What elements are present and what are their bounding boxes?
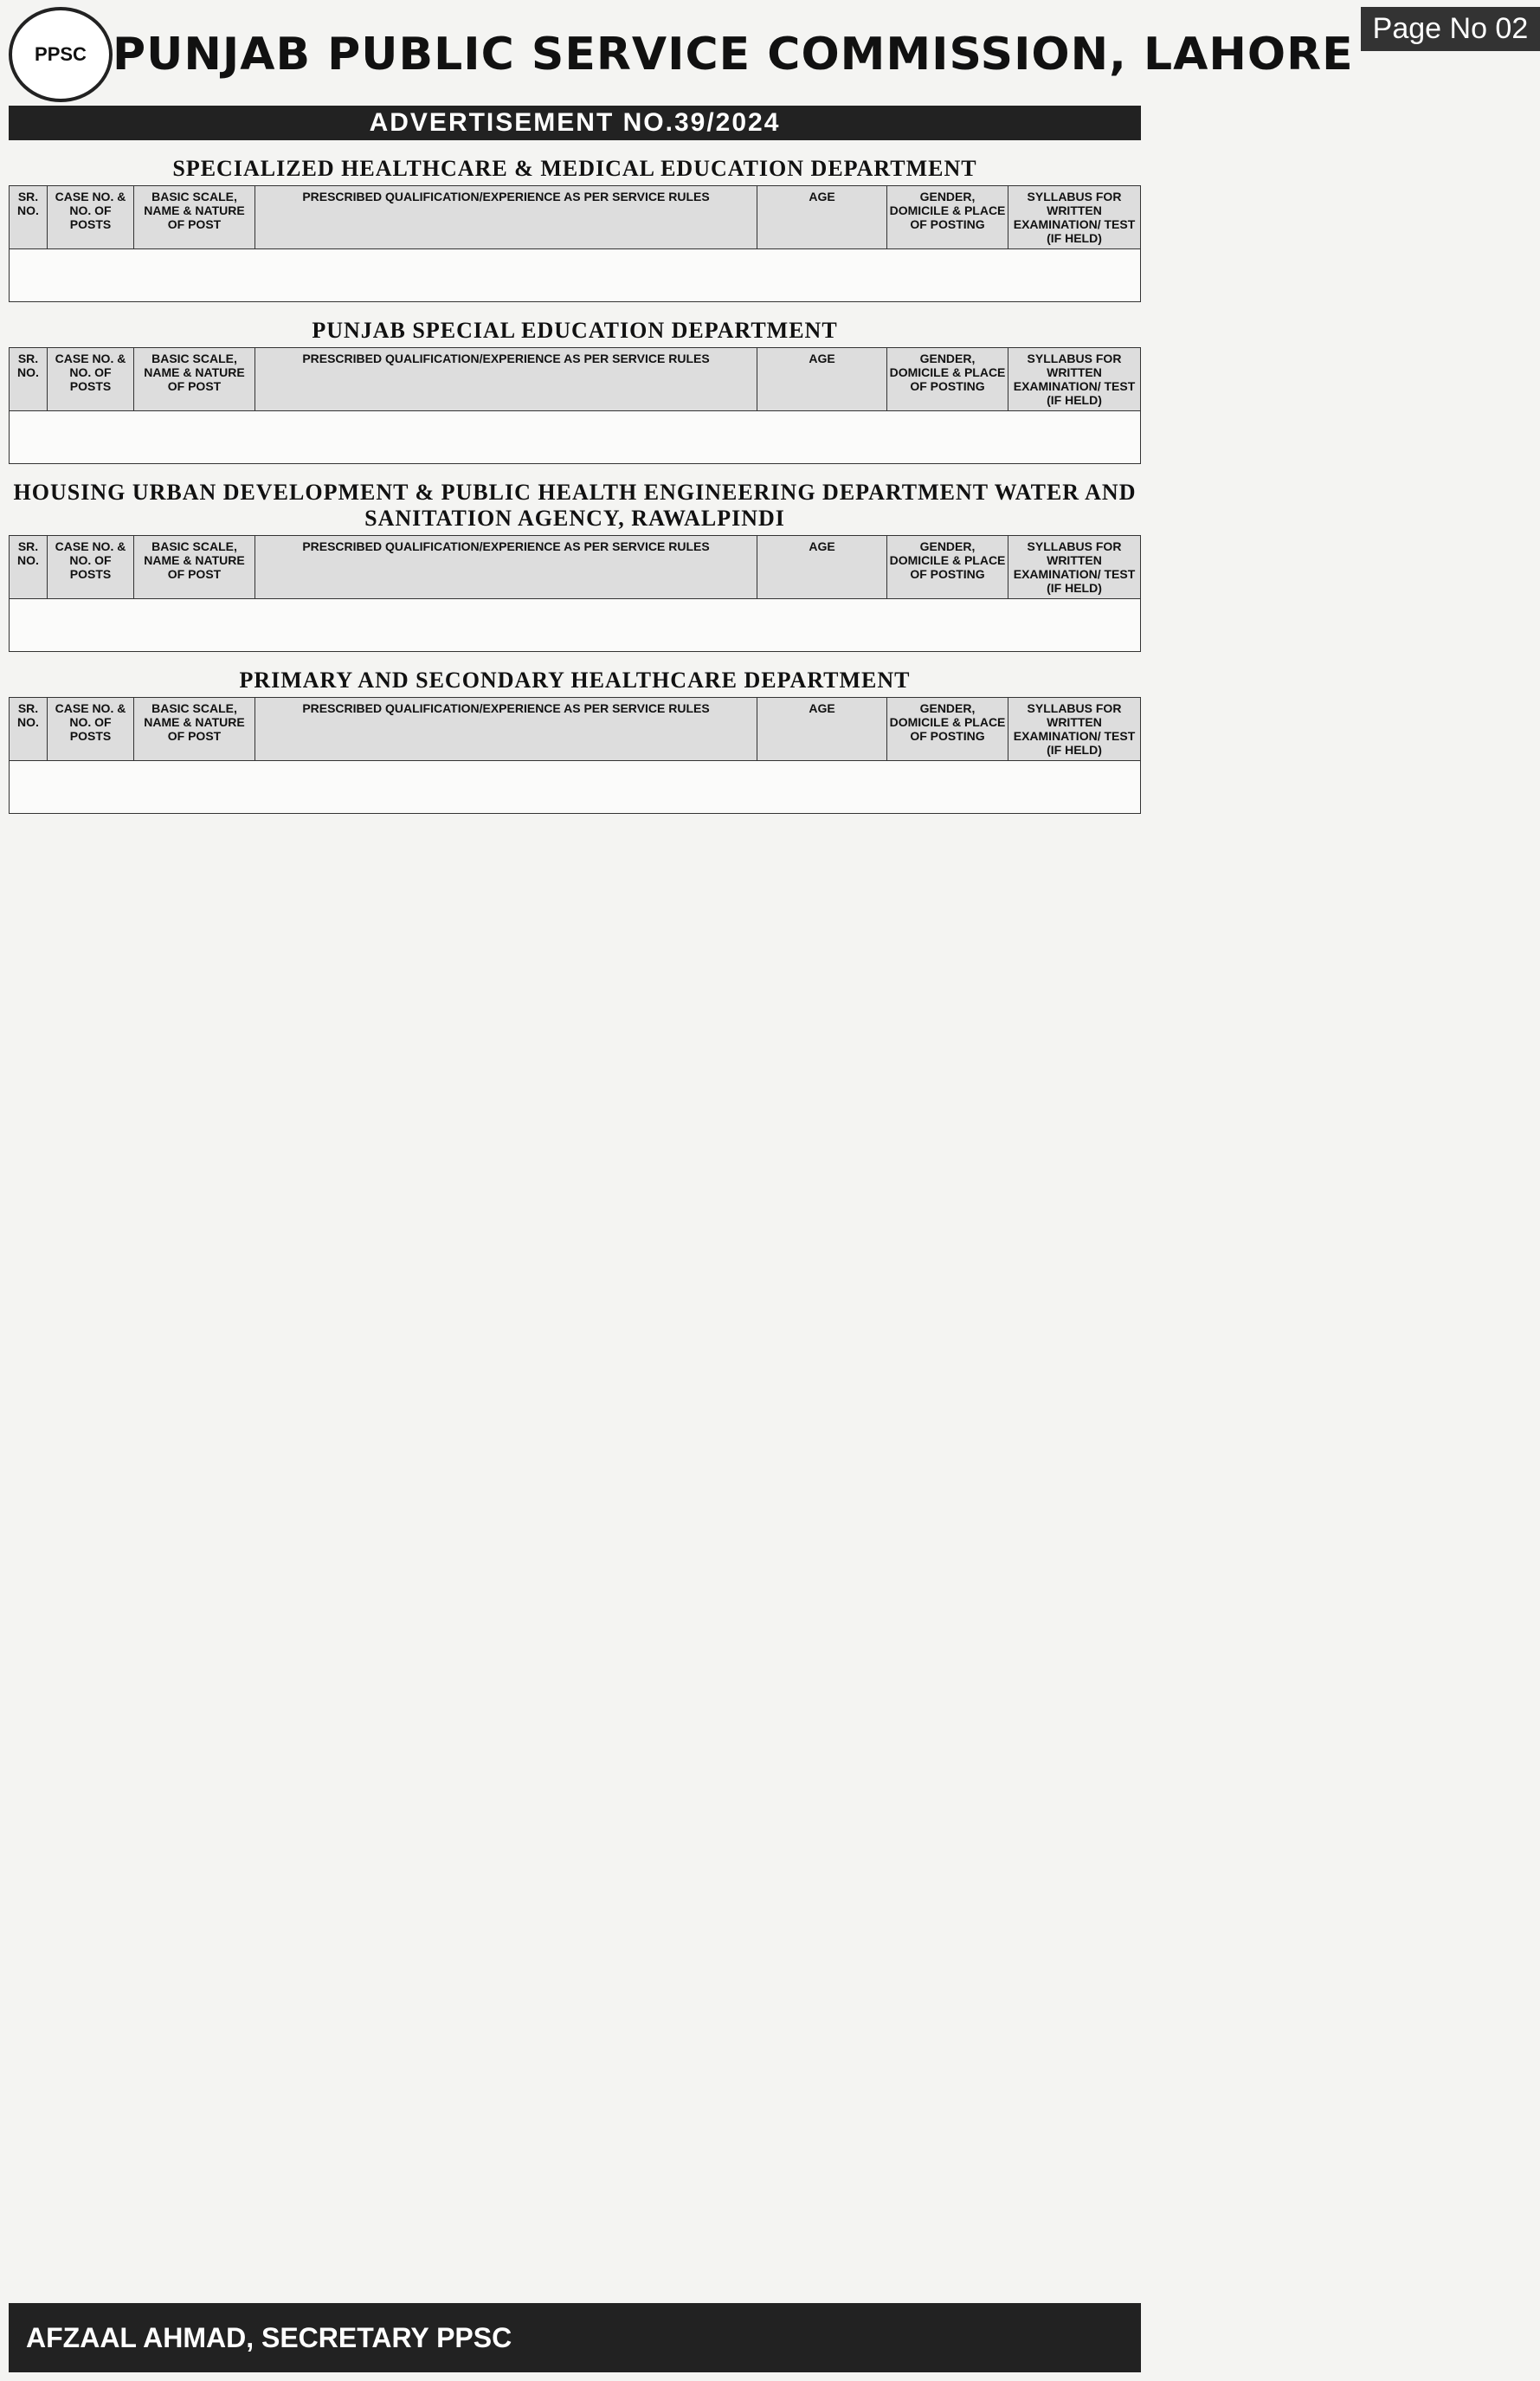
- department-title: SPECIALIZED HEALTHCARE & MEDICAL EDUCATION DEPARTMENT: [172, 156, 977, 181]
- column-header: CASE NO. & NO. OF POSTS: [48, 348, 134, 410]
- column-header: SYLLABUS FOR WRITTEN EXAMINATION/ TEST (IF HELD): [1013, 539, 1136, 595]
- column-header: SR. NO.: [10, 536, 48, 598]
- column-header: PRESCRIBED QUALIFICATION/EXPERIENCE AS PER SERVICE RULES: [255, 698, 757, 760]
- column-header: GENDER, DOMICILE & PLACE OF POSTING: [887, 348, 1008, 410]
- column-header: CASE NO. & NO. OF POSTS: [48, 536, 134, 598]
- column-header: AGE: [757, 698, 887, 760]
- org-title: PUNJAB PUBLIC SERVICE COMMISSION, LAHORE: [113, 29, 1354, 81]
- column-header: BASIC SCALE, NAME & NATURE OF POST: [134, 536, 255, 598]
- column-header: GENDER, DOMICILE & PLACE OF POSTING: [887, 186, 1008, 248]
- section: [9, 314, 1141, 464]
- footer: [9, 2303, 1141, 2372]
- column-header: BASIC SCALE, NAME & NATURE OF POST: [134, 698, 255, 760]
- advertisement-number: ADVERTISEMENT NO.39/2024: [9, 106, 1141, 140]
- column-header: GENDER, DOMICILE & PLACE OF POSTING: [887, 698, 1008, 760]
- table-body: [9, 411, 1141, 464]
- column-header: PRESCRIBED QUALIFICATION/EXPERIENCE AS PER SERVICE RULES: [255, 186, 757, 248]
- column-header: CASE NO. & NO. OF POSTS: [48, 186, 134, 248]
- table-body: [9, 249, 1141, 302]
- column-headers: [9, 347, 1141, 411]
- page-number: Page No 02: [1361, 7, 1540, 51]
- column-header: GENDER, DOMICILE & PLACE OF POSTING: [887, 536, 1008, 598]
- column-header: PRESCRIBED QUALIFICATION/EXPERIENCE AS PER SERVICE RULES: [255, 348, 757, 410]
- column-header: SYLLABUS FOR WRITTEN EXAMINATION/ TEST (IF HELD): [1013, 701, 1136, 757]
- column-header: BASIC SCALE, NAME & NATURE OF POST: [134, 348, 255, 410]
- ppsc-logo: PPSC: [9, 7, 113, 102]
- section: [9, 476, 1141, 652]
- table-body: [9, 599, 1141, 652]
- column-header: AGE: [757, 186, 887, 248]
- department-title: PUNJAB SPECIAL EDUCATION DEPARTMENT: [312, 318, 838, 343]
- department-title: PRIMARY AND SECONDARY HEALTHCARE DEPARTMENT: [239, 668, 911, 693]
- column-headers: [9, 185, 1141, 249]
- department-title: HOUSING URBAN DEVELOPMENT & PUBLIC HEALTH ENGINEERING DEPARTMENT WATER AND SANITATION AGENCY, RAWALPINDI: [13, 480, 1137, 531]
- column-header: BASIC SCALE, NAME & NATURE OF POST: [134, 186, 255, 248]
- column-header: SYLLABUS FOR WRITTEN EXAMINATION/ TEST (IF HELD): [1013, 190, 1136, 245]
- column-header: SR. NO.: [10, 186, 48, 248]
- section: [9, 152, 1141, 302]
- secretary-name: AFZAAL AHMAD, SECRETARY PPSC: [9, 2303, 1141, 2372]
- title-block: [113, 29, 1354, 81]
- column-header: CASE NO. & NO. OF POSTS: [48, 698, 134, 760]
- column-headers: [9, 697, 1141, 761]
- column-header: AGE: [757, 536, 887, 598]
- column-headers: [9, 535, 1141, 599]
- header: [9, 7, 1529, 102]
- column-header: SYLLABUS FOR WRITTEN EXAMINATION/ TEST (IF HELD): [1013, 352, 1136, 407]
- table-body: [9, 761, 1141, 814]
- column-header: AGE: [757, 348, 887, 410]
- column-header: SR. NO.: [10, 698, 48, 760]
- column-header: SR. NO.: [10, 348, 48, 410]
- section: [9, 664, 1141, 814]
- column-header: PRESCRIBED QUALIFICATION/EXPERIENCE AS PER SERVICE RULES: [255, 536, 757, 598]
